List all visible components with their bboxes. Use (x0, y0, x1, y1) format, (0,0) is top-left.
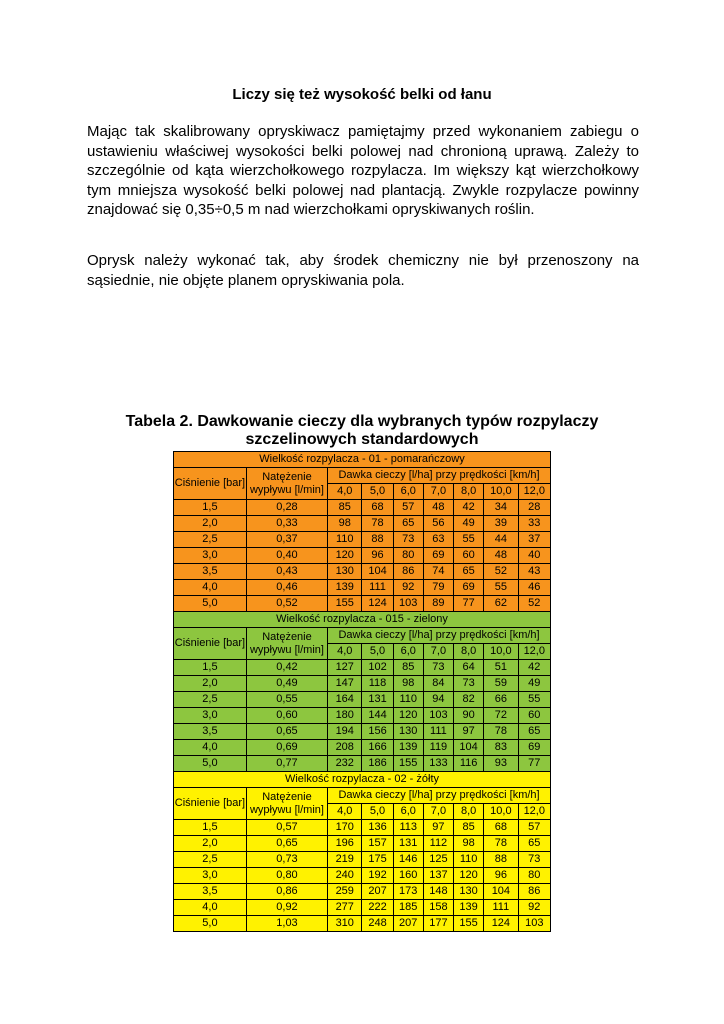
dose-cell: 73 (454, 676, 484, 692)
dose-cell: 104 (484, 884, 518, 900)
speed-header: 4,0 (328, 644, 362, 660)
pressure-cell: 3,5 (174, 564, 247, 580)
flow-cell: 0,57 (246, 820, 327, 836)
dose-cell: 136 (362, 820, 393, 836)
pressure-header: Ciśnienie [bar] (174, 468, 247, 500)
table-row (174, 724, 551, 740)
dose-cell: 131 (393, 836, 423, 852)
dose-cell: 131 (362, 692, 393, 708)
section-title-row (174, 612, 551, 628)
dose-cell: 94 (423, 692, 453, 708)
section-title-row (174, 772, 551, 788)
dose-cell: 52 (518, 596, 550, 612)
table-row (174, 692, 551, 708)
dose-cell: 65 (393, 516, 423, 532)
dose-cell: 207 (393, 916, 423, 932)
dose-cell: 88 (362, 532, 393, 548)
pressure-cell: 2,5 (174, 692, 247, 708)
dose-cell: 118 (362, 676, 393, 692)
dose-cell: 148 (423, 884, 453, 900)
dose-cell: 69 (423, 548, 453, 564)
speed-header: 10,0 (484, 484, 518, 500)
dose-cell: 97 (423, 820, 453, 836)
flow-cell: 0,86 (246, 884, 327, 900)
table-row (174, 596, 551, 612)
dose-cell: 57 (393, 500, 423, 516)
flow-cell: 0,80 (246, 868, 327, 884)
dose-cell: 55 (454, 532, 484, 548)
speed-header: 12,0 (518, 804, 550, 820)
dose-cell: 57 (518, 820, 550, 836)
speed-header: 4,0 (328, 804, 362, 820)
speed-header: 6,0 (393, 484, 423, 500)
dose-cell: 65 (518, 836, 550, 852)
speed-header: 5,0 (362, 644, 393, 660)
dose-cell: 133 (423, 756, 453, 772)
speed-header: 7,0 (423, 804, 453, 820)
pressure-cell: 2,0 (174, 516, 247, 532)
dose-cell: 84 (423, 676, 453, 692)
flow-cell: 0,73 (246, 852, 327, 868)
pressure-cell: 5,0 (174, 756, 247, 772)
dose-cell: 34 (484, 500, 518, 516)
speed-header: 12,0 (518, 644, 550, 660)
flow-cell: 1,03 (246, 916, 327, 932)
table-row (174, 756, 551, 772)
flow-cell: 0,65 (246, 836, 327, 852)
dose-cell: 130 (393, 724, 423, 740)
dose-cell: 137 (423, 868, 453, 884)
flow-cell: 0,49 (246, 676, 327, 692)
flow-cell: 0,69 (246, 740, 327, 756)
dose-cell: 73 (423, 660, 453, 676)
dose-cell: 37 (518, 532, 550, 548)
dose-cell: 127 (328, 660, 362, 676)
dose-cell: 175 (362, 852, 393, 868)
speed-header: 8,0 (454, 644, 484, 660)
pressure-cell: 2,5 (174, 532, 247, 548)
table-row (174, 548, 551, 564)
dose-cell: 89 (423, 596, 453, 612)
table-row (174, 740, 551, 756)
dose-cell: 98 (393, 676, 423, 692)
dose-cell: 66 (484, 692, 518, 708)
dose-cell: 166 (362, 740, 393, 756)
table-row (174, 676, 551, 692)
dose-cell: 77 (518, 756, 550, 772)
dose-cell: 69 (518, 740, 550, 756)
dose-cell: 78 (484, 724, 518, 740)
pressure-cell: 5,0 (174, 596, 247, 612)
dose-cell: 92 (393, 580, 423, 596)
dose-cell: 110 (393, 692, 423, 708)
speed-header: 6,0 (393, 804, 423, 820)
flow-cell: 0,65 (246, 724, 327, 740)
dose-cell: 60 (518, 708, 550, 724)
dose-cell: 62 (484, 596, 518, 612)
dose-cell: 82 (454, 692, 484, 708)
dose-cell: 155 (328, 596, 362, 612)
table-row (174, 564, 551, 580)
dose-cell: 79 (423, 580, 453, 596)
dose-cell: 56 (423, 516, 453, 532)
dose-cell: 93 (484, 756, 518, 772)
dose-cell: 102 (362, 660, 393, 676)
dose-cell: 98 (454, 836, 484, 852)
dose-cell: 43 (518, 564, 550, 580)
dose-cell: 112 (423, 836, 453, 852)
table-title (0, 413, 724, 449)
dose-cell: 147 (328, 676, 362, 692)
dose-cell: 177 (423, 916, 453, 932)
dose-header: Dawka cieczy [l/ha] przy prędkości [km/h] (328, 788, 551, 804)
dose-cell: 33 (518, 516, 550, 532)
dose-cell: 88 (484, 852, 518, 868)
table-title-line1: Tabela 2. Dawkowanie cieczy dla wybranych typów rozpylaczy (125, 413, 599, 430)
dose-cell: 208 (328, 740, 362, 756)
dose-cell: 42 (518, 660, 550, 676)
speed-header: 12,0 (518, 484, 550, 500)
pressure-cell: 2,0 (174, 836, 247, 852)
nozzle-size-title: Wielkość rozpylacza - 01 - pomarańczowy (174, 452, 551, 468)
table-row (174, 836, 551, 852)
dose-cell: 55 (518, 692, 550, 708)
dose-cell: 248 (362, 916, 393, 932)
dose-cell: 72 (484, 708, 518, 724)
dose-cell: 124 (484, 916, 518, 932)
dose-cell: 85 (454, 820, 484, 836)
dose-header: Dawka cieczy [l/ha] przy prędkości [km/h] (328, 628, 551, 644)
dose-cell: 310 (328, 916, 362, 932)
flow-cell: 0,92 (246, 900, 327, 916)
dose-cell: 98 (328, 516, 362, 532)
table-row (174, 852, 551, 868)
pressure-header: Ciśnienie [bar] (174, 628, 247, 660)
table-row (174, 660, 551, 676)
paragraph-boom-height: Mając tak skalibrowany opryskiwacz pamiętajmy przed wykonaniem zabiegu o ustawieniu właściwej wysokości belki polowej nad chronioną uprawą. Zależy to szczególnie od kąta wierzchołkowego rozpylacza. Im większy kąt wierzchołkowy tym mniejsza wysokość belki polowej nad plantacją. Zwykle rozpylacze powinny znajdować się 0,35÷0,5 m nad wierzchołkami opryskiwanych roślin. (87, 123, 639, 219)
table-row (174, 516, 551, 532)
dose-cell: 186 (362, 756, 393, 772)
dose-cell: 103 (423, 708, 453, 724)
dose-cell: 60 (454, 548, 484, 564)
speed-header: 10,0 (484, 804, 518, 820)
dose-cell: 42 (454, 500, 484, 516)
flow-cell: 0,28 (246, 500, 327, 516)
pressure-cell: 1,5 (174, 500, 247, 516)
table-row (174, 820, 551, 836)
dose-cell: 92 (518, 900, 550, 916)
pressure-cell: 3,0 (174, 548, 247, 564)
table-row (174, 884, 551, 900)
flow-cell: 0,52 (246, 596, 327, 612)
table-row (174, 708, 551, 724)
dose-cell: 144 (362, 708, 393, 724)
dose-cell: 103 (393, 596, 423, 612)
dose-cell: 103 (518, 916, 550, 932)
paragraph-drift: Oprysk należy wykonać tak, aby środek chemiczny nie był przenoszony na sąsiednie, nie objęte planem opryskiwania pola. (87, 252, 639, 289)
dose-cell: 110 (328, 532, 362, 548)
speed-header: 7,0 (423, 484, 453, 500)
dose-cell: 111 (484, 900, 518, 916)
dose-cell: 120 (454, 868, 484, 884)
pressure-cell: 5,0 (174, 916, 247, 932)
flow-cell: 0,46 (246, 580, 327, 596)
dose-cell: 180 (328, 708, 362, 724)
nozzle-size-title: Wielkość rozpylacza - 02 - żółty (174, 772, 551, 788)
pressure-cell: 1,5 (174, 660, 247, 676)
dose-cell: 69 (454, 580, 484, 596)
pressure-cell: 3,0 (174, 868, 247, 884)
dose-cell: 83 (484, 740, 518, 756)
section-title-row (174, 452, 551, 468)
dose-cell: 80 (393, 548, 423, 564)
pressure-cell: 2,0 (174, 676, 247, 692)
dose-cell: 48 (484, 548, 518, 564)
dose-cell: 97 (454, 724, 484, 740)
dose-cell: 49 (518, 676, 550, 692)
flow-cell: 0,43 (246, 564, 327, 580)
dose-cell: 49 (454, 516, 484, 532)
dose-cell: 207 (362, 884, 393, 900)
flow-cell: 0,60 (246, 708, 327, 724)
dose-cell: 124 (362, 596, 393, 612)
dose-cell: 139 (393, 740, 423, 756)
dose-cell: 113 (393, 820, 423, 836)
dose-cell: 120 (328, 548, 362, 564)
dose-cell: 51 (484, 660, 518, 676)
speed-header: 5,0 (362, 484, 393, 500)
dose-cell: 116 (454, 756, 484, 772)
dose-cell: 85 (393, 660, 423, 676)
speed-header: 8,0 (454, 484, 484, 500)
dose-cell: 77 (454, 596, 484, 612)
dose-cell: 120 (393, 708, 423, 724)
flow-header: Natężenie wypływu [l/min] (246, 788, 327, 820)
dose-cell: 196 (328, 836, 362, 852)
dose-cell: 68 (362, 500, 393, 516)
dose-cell: 185 (393, 900, 423, 916)
dose-cell: 78 (484, 836, 518, 852)
dose-cell: 40 (518, 548, 550, 564)
dose-cell: 73 (518, 852, 550, 868)
dose-cell: 46 (518, 580, 550, 596)
flow-cell: 0,77 (246, 756, 327, 772)
pressure-cell: 2,5 (174, 852, 247, 868)
table-row (174, 532, 551, 548)
pressure-cell: 4,0 (174, 900, 247, 916)
dose-cell: 155 (393, 756, 423, 772)
dose-cell: 64 (454, 660, 484, 676)
dose-cell: 28 (518, 500, 550, 516)
dose-cell: 192 (362, 868, 393, 884)
flow-cell: 0,55 (246, 692, 327, 708)
dose-cell: 139 (328, 580, 362, 596)
dose-cell: 170 (328, 820, 362, 836)
dose-cell: 232 (328, 756, 362, 772)
speed-header: 5,0 (362, 804, 393, 820)
dose-cell: 68 (484, 820, 518, 836)
dose-cell: 130 (328, 564, 362, 580)
dose-cell: 130 (454, 884, 484, 900)
dose-cell: 86 (393, 564, 423, 580)
dose-cell: 55 (484, 580, 518, 596)
pressure-cell: 1,5 (174, 820, 247, 836)
speed-header: 6,0 (393, 644, 423, 660)
dose-cell: 73 (393, 532, 423, 548)
nozzle-size-title: Wielkość rozpylacza - 015 - zielony (174, 612, 551, 628)
speed-header: 4,0 (328, 484, 362, 500)
dosage-table (173, 451, 551, 932)
table-row (174, 868, 551, 884)
pressure-header: Ciśnienie [bar] (174, 788, 247, 820)
dose-cell: 52 (484, 564, 518, 580)
pressure-cell: 4,0 (174, 580, 247, 596)
dose-cell: 222 (362, 900, 393, 916)
pressure-cell: 3,0 (174, 708, 247, 724)
dose-cell: 194 (328, 724, 362, 740)
table-row (174, 580, 551, 596)
pressure-cell: 3,5 (174, 724, 247, 740)
dose-cell: 96 (362, 548, 393, 564)
dose-cell: 96 (484, 868, 518, 884)
dose-cell: 86 (518, 884, 550, 900)
pressure-cell: 3,5 (174, 884, 247, 900)
dose-cell: 158 (423, 900, 453, 916)
dose-cell: 65 (518, 724, 550, 740)
dose-cell: 146 (393, 852, 423, 868)
dose-cell: 90 (454, 708, 484, 724)
dose-cell: 160 (393, 868, 423, 884)
dose-cell: 48 (423, 500, 453, 516)
flow-cell: 0,33 (246, 516, 327, 532)
dose-cell: 155 (454, 916, 484, 932)
dose-cell: 104 (362, 564, 393, 580)
dose-cell: 259 (328, 884, 362, 900)
dose-cell: 80 (518, 868, 550, 884)
dose-cell: 111 (362, 580, 393, 596)
table-row (174, 916, 551, 932)
dose-cell: 63 (423, 532, 453, 548)
table-row (174, 900, 551, 916)
dose-cell: 110 (454, 852, 484, 868)
dose-cell: 156 (362, 724, 393, 740)
dose-cell: 65 (454, 564, 484, 580)
flow-header: Natężenie wypływu [l/min] (246, 628, 327, 660)
dose-header: Dawka cieczy [l/ha] przy prędkości [km/h] (328, 468, 551, 484)
section-heading: Liczy się też wysokość belki od łanu (232, 86, 492, 103)
dose-cell: 78 (362, 516, 393, 532)
flow-cell: 0,37 (246, 532, 327, 548)
dose-cell: 277 (328, 900, 362, 916)
dose-cell: 85 (328, 500, 362, 516)
dose-cell: 44 (484, 532, 518, 548)
speed-header: 8,0 (454, 804, 484, 820)
dose-cell: 119 (423, 740, 453, 756)
dose-cell: 173 (393, 884, 423, 900)
dose-cell: 139 (454, 900, 484, 916)
flow-cell: 0,40 (246, 548, 327, 564)
speed-header: 10,0 (484, 644, 518, 660)
dose-cell: 240 (328, 868, 362, 884)
dose-cell: 39 (484, 516, 518, 532)
dose-cell: 74 (423, 564, 453, 580)
dose-cell: 59 (484, 676, 518, 692)
speed-header: 7,0 (423, 644, 453, 660)
table-title-line2: szczelinowych standardowych (245, 431, 479, 448)
table-row (174, 500, 551, 516)
dose-cell: 125 (423, 852, 453, 868)
dose-cell: 157 (362, 836, 393, 852)
flow-cell: 0,42 (246, 660, 327, 676)
dose-cell: 164 (328, 692, 362, 708)
dose-cell: 104 (454, 740, 484, 756)
flow-header: Natężenie wypływu [l/min] (246, 468, 327, 500)
dose-cell: 219 (328, 852, 362, 868)
pressure-cell: 4,0 (174, 740, 247, 756)
dose-cell: 111 (423, 724, 453, 740)
